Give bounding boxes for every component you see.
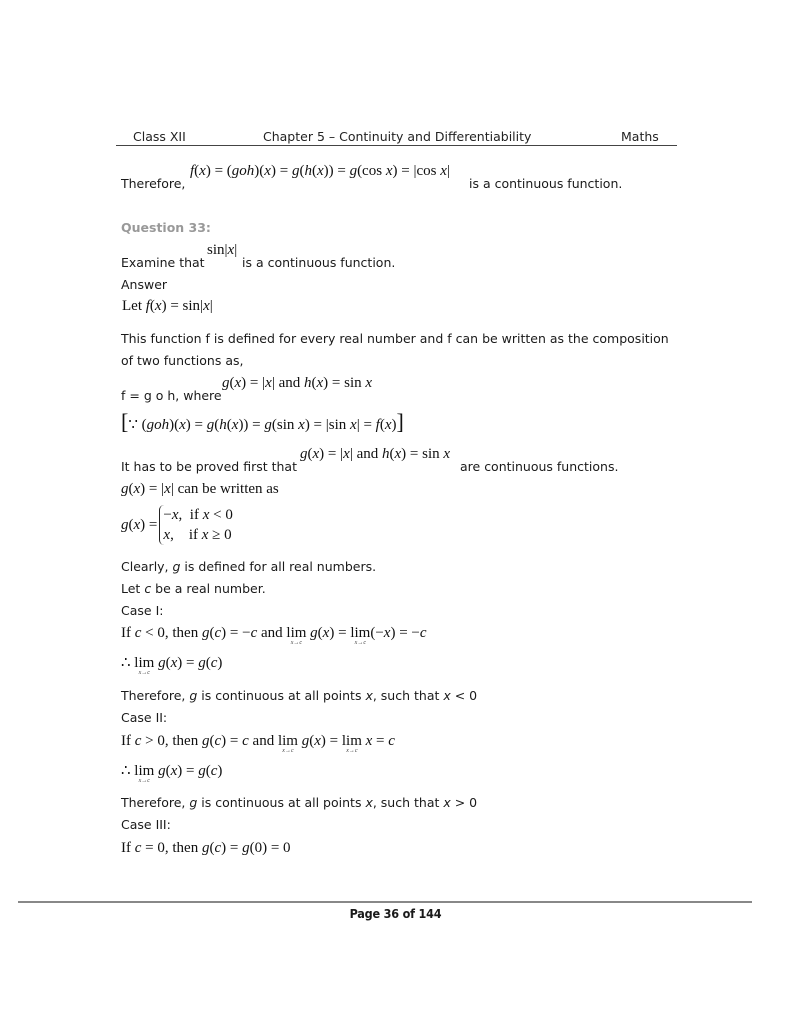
clearly-text: Clearly, g is defined for all real numbers.: [121, 559, 377, 574]
prove-suffix: are continuous functions.: [460, 459, 619, 474]
therefore-prefix: Therefore,: [121, 176, 186, 191]
case-2-result: Therefore, g is continuous at all points x, such that x > 0: [121, 795, 478, 810]
header-chapter: Chapter 5 – Continuity and Differentiability: [263, 129, 532, 144]
para-line-1: This function f is defined for every real number and f can be written as the composition: [121, 331, 669, 346]
let-f-equation: Let f(x) = sin|x|: [122, 298, 213, 314]
case-2-label: Case II:: [121, 710, 168, 725]
header-subject: Maths: [621, 129, 659, 144]
case-1-result: Therefore, g is continuous at all points x, such that x < 0: [121, 688, 478, 703]
prove-math: g(x) = |x| and h(x) = sin x: [300, 446, 451, 462]
case-2-equation: If c > 0, then g(c) = c and lim x→c g(x) = lim x→c x = c: [121, 733, 395, 754]
therefore-suffix: is a continuous function.: [469, 176, 623, 191]
para-line-2: of two functions as,: [121, 353, 244, 368]
case-3-equation: If c = 0, then g(c) = g(0) = 0: [121, 840, 291, 856]
because-equation: [∵ (goh)(x) = g(h(x)) = g(sin x) = |sin x| = f(x)]: [121, 409, 404, 434]
g-written-as: g(x) = |x| can be written as: [121, 481, 279, 497]
question-prefix: Examine that: [121, 255, 205, 270]
prove-prefix: It has to be proved first that: [121, 459, 297, 474]
piecewise-definition: g(x) =−x, if x < 0 x, if x ≥ 0: [121, 507, 233, 543]
question-math: sin|x|: [207, 242, 238, 258]
composition-definition: g(x) = |x| and h(x) = sin x: [222, 375, 373, 391]
page-number: Page 36 of 144: [349, 906, 442, 921]
question-suffix: is a continuous function.: [242, 255, 396, 270]
composition-cos-equation: f(x) = (goh)(x) = g(h(x)) = g(cos x) = |cos x|: [190, 163, 450, 179]
composition-prefix: f = g o h, where: [121, 388, 222, 403]
let-c-text: Let c be a real number.: [121, 581, 266, 596]
case-1-conclusion: ∴ lim x→c g(x) = g(c): [121, 655, 223, 676]
case-3-label: Case III:: [121, 817, 171, 832]
case-1-label: Case I:: [121, 603, 164, 618]
answer-label: Answer: [121, 277, 168, 292]
header-divider: [116, 145, 677, 146]
footer-divider: [18, 901, 752, 903]
header-class: Class XII: [133, 129, 186, 144]
case-2-conclusion: ∴ lim x→c g(x) = g(c): [121, 763, 223, 784]
case-1-equation: If c < 0, then g(c) = −c and lim x→c g(x) = lim x→c (−x) = −c: [121, 625, 427, 646]
question-heading: Question 33:: [121, 220, 211, 235]
